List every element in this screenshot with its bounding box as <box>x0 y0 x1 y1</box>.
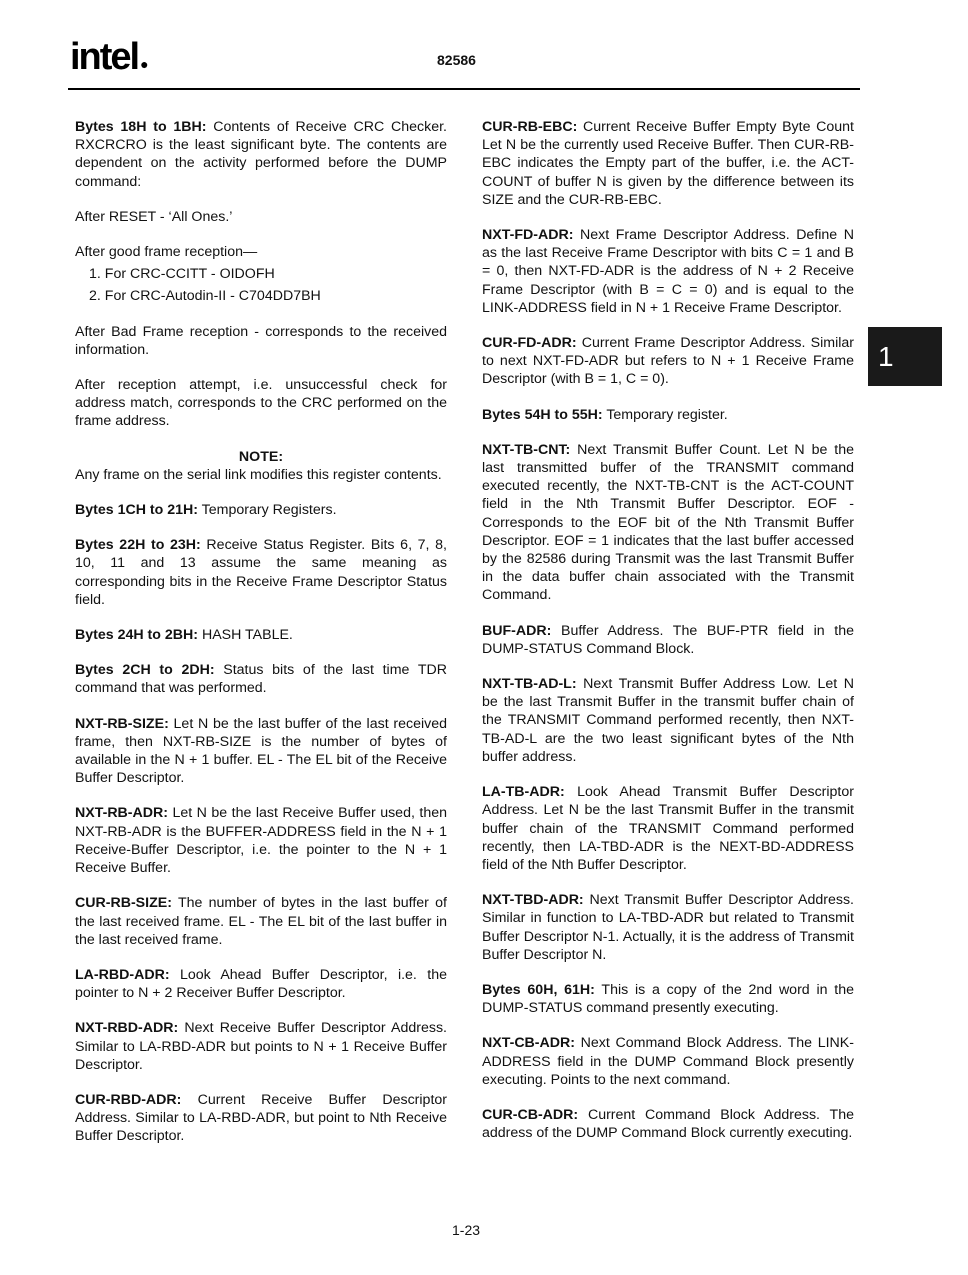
definition: The number of bytes in the last buffer of the last received frame. EL - The EL bit of the last buffer in the last received frame. <box>75 895 447 948</box>
paragraph-nxt-fd-adr <box>482 226 854 317</box>
definition: Next Transmit Buffer Count. Let N be the last transmitted buffer of the TRANSMIT command executed recently, the NXT-TB-CNT is the ACT-COUNT field in the Nth Transmit Buffer Descriptor. EOF - Corresponds to the EOF bit of the Nth Transmit Buffer Descriptor. EOF = 1 indicates that the last buffer accessed by the 82586 during Transmit was the last Transmit Buffer in the data buffer chain associated with the Transmit Command. <box>482 441 854 604</box>
definition: Next Command Block Address. The LINK-ADDRESS field in the DUMP Command Block presently executing. Points to the next command. <box>482 1035 854 1088</box>
term: NXT-TB-CNT: <box>482 441 571 458</box>
definition: Look Ahead Buffer Descriptor, i.e. the pointer to N + 2 Receiver Buffer Descriptor. <box>75 966 447 1002</box>
left-column <box>75 118 447 1163</box>
term: NXT-TB-AD-L: <box>482 676 577 693</box>
crc-list <box>89 265 447 305</box>
definition: Buffer Address. The BUF-PTR field in the DUMP-STATUS Command Block. <box>482 622 854 657</box>
paragraph-cur-rb-size <box>75 894 447 949</box>
definition: Next Transmit Buffer Descriptor Address. Similar in function to LA-TBD-ADR but related to Transmit Buffer Descriptor N-1. Actually, it is the address of Transmit Buffer Descriptor N. <box>482 892 854 963</box>
paragraph-bytes-60h <box>482 981 854 1017</box>
term: LA-RBD-ADR: <box>75 966 170 983</box>
paragraph-cur-rb-ebc <box>482 118 854 209</box>
definition: Look Ahead Transmit Buffer Descriptor Address. Let N be the last Transmit Buffer in the transmit buffer chain of the TRANSMIT Command performed recently, then LA-TBD-ADR is the NEXT-BD-ADDRESS field of the Nth Buffer Descriptor. <box>482 784 854 873</box>
definition: Current Frame Descriptor Address. Similar to next NXT-FD-ADR but refers to N + 1 Receive Frame Descriptor (with B = 1, C = 0). <box>482 335 854 388</box>
term: LA-TB-ADR: <box>482 784 565 801</box>
term: Bytes 54H to 55H: <box>482 406 603 423</box>
term: NXT-RBD-ADR: <box>75 1020 179 1037</box>
definition: Current Receive Buffer Empty Byte Count Let N be the currently used Receive Buffer. Then CUR-RB-EBC indicates the Empty part of the buffer, i.e. the ACT-COUNT of buffer N is given by the difference between its SIZE and the CUR-RB-EBC. <box>482 119 854 208</box>
term: NXT-RB-SIZE: <box>75 715 169 732</box>
term: NXT-RB-ADR: <box>75 805 168 822</box>
list-item: 2. For CRC-Autodin-II - C704DD7BH <box>89 288 321 305</box>
term: Bytes 2CH to 2DH: <box>75 662 215 679</box>
definition: Current Command Block Address. The address of the DUMP Command Block currently executing. <box>482 1106 854 1142</box>
note-title: NOTE: <box>238 448 284 465</box>
definition: Status bits of the last time TDR command that was performed. <box>75 662 447 697</box>
definition: Next Receive Buffer Descriptor Address. Similar to LA-RBD-ADR but points to N + 1 Receive Buffer Descriptor. <box>75 1020 447 1073</box>
paragraph-la-rbd-adr <box>75 966 447 1002</box>
paragraph-nxt-rbd-adr <box>75 1019 447 1074</box>
definition: This is a copy of the 2nd word in the DUMP-STATUS command presently executing. <box>482 981 854 1017</box>
definition: Let N be the last Receive Buffer used, then NXT-RB-ADR is the BUFFER-ADDRESS field in the N + 1 Receive-Buffer Descriptor, i.e. the pointer to the N + 1 Receive Buffer. <box>75 805 447 877</box>
definition: Next Frame Descriptor Address. Define N as the last Receive Frame Descriptor with bits C = 1 and B = 0, then NXT-FD-ADR is the address of N + 2 Receive Frame Descriptor (with B = C = 0) and is equal to the LINK-ADDRESS field in N + 1 Receive Frame Descriptor. <box>482 227 854 316</box>
paragraph-cur-fd-adr <box>482 334 854 389</box>
paragraph-cur-rbd-adr <box>75 1091 447 1146</box>
paragraph-cur-cb-adr <box>482 1106 854 1142</box>
right-column <box>482 118 854 1159</box>
paragraph-nxt-rb-size <box>75 715 447 788</box>
note-text: Any frame on the serial link modifies this register contents. <box>75 466 442 483</box>
definition: Contents of Receive CRC Checker. RXCRCRO is the least significant byte. The contents are dependent on the activity performed before the DUMP command: <box>75 119 447 190</box>
paragraph-bytes-24h <box>75 626 447 644</box>
term: Bytes 24H to 2BH: <box>75 627 198 644</box>
section-tab-label: 1 <box>878 341 894 372</box>
paragraph-bytes-1ch <box>75 501 447 519</box>
definition: Let N be the last buffer of the last received frame, then NXT-RB-SIZE is the number of bytes of available in the N + 1 buffer. EL - The EL bit of the Receive Buffer Descriptor. <box>75 715 447 787</box>
paragraph-nxt-tb-cnt <box>482 441 854 605</box>
term: CUR-CB-ADR: <box>482 1106 579 1123</box>
paragraph-bytes-18h <box>75 118 447 191</box>
term: CUR-RB-EBC: <box>482 119 578 135</box>
paragraph-reception-attempt: After reception attempt, i.e. unsuccessful check for address match, corresponds to the CRC performed on the frame address. <box>75 377 447 430</box>
paragraph-la-tb-adr <box>482 783 854 874</box>
definition: Temporary register. <box>602 406 728 423</box>
page-number: 1-23 <box>452 1222 481 1238</box>
term: CUR-RB-SIZE: <box>75 895 172 912</box>
term: NXT-FD-ADR: <box>482 227 574 244</box>
list-item: 1. For CRC-CCITT - OIDOFH <box>89 266 275 283</box>
term: CUR-FD-ADR: <box>482 335 577 352</box>
paragraph-buf-adr <box>482 622 854 658</box>
term: Bytes 1CH to 21H: <box>75 502 198 519</box>
term: Bytes 60H, 61H: <box>482 981 595 998</box>
paragraph-nxt-cb-adr <box>482 1034 854 1089</box>
paragraph-bytes-54h <box>482 406 854 424</box>
section-tab <box>868 327 942 386</box>
term: BUF-ADR: <box>482 622 552 639</box>
definition: Receive Status Register. Bits 6, 7, 8, 10, 11 and 13 assume the same meaning as corresponding bits in the Receive Frame Descriptor Status field. <box>75 537 447 608</box>
term: Bytes 22H to 23H: <box>75 537 201 554</box>
term: Bytes 18H to 1BH: <box>75 119 207 135</box>
logo-text: intel <box>70 36 139 78</box>
definition: Next Transmit Buffer Address Low. Let N be the last Transmit Buffer in the transmit buffer chain of the TRANSMIT Command performed recently, then NXT-TB-AD-L are the two least significant bytes of the Nth buffer address. <box>482 676 854 765</box>
term: CUR-RBD-ADR: <box>75 1091 182 1108</box>
paragraph-nxt-rb-adr <box>75 804 447 877</box>
paragraph-good-frame: After good frame reception— <box>75 244 258 261</box>
term: NXT-CB-ADR: <box>482 1035 575 1052</box>
part-number: 82586 <box>437 52 476 68</box>
paragraph-bad-frame: After Bad Frame reception - corresponds to the received information. <box>75 323 447 358</box>
header-rule <box>68 88 860 90</box>
paragraph-bytes-2ch <box>75 661 447 697</box>
term: NXT-TBD-ADR: <box>482 892 584 909</box>
definition: Current Receive Buffer Descriptor Address. Similar to LA-RBD-ADR, but point to Nth Receive Buffer Descriptor. <box>75 1091 447 1145</box>
definition: Temporary Registers. <box>198 502 337 519</box>
definition: HASH TABLE. <box>198 627 293 644</box>
intel-logo <box>70 38 147 76</box>
paragraph-nxt-tbd-adr <box>482 891 854 964</box>
logo-dot: ● <box>140 56 147 72</box>
paragraph-bytes-22h <box>75 536 447 609</box>
paragraph-nxt-tb-ad-l <box>482 675 854 766</box>
paragraph-after-reset: After RESET - ‘All Ones.’ <box>75 208 233 225</box>
